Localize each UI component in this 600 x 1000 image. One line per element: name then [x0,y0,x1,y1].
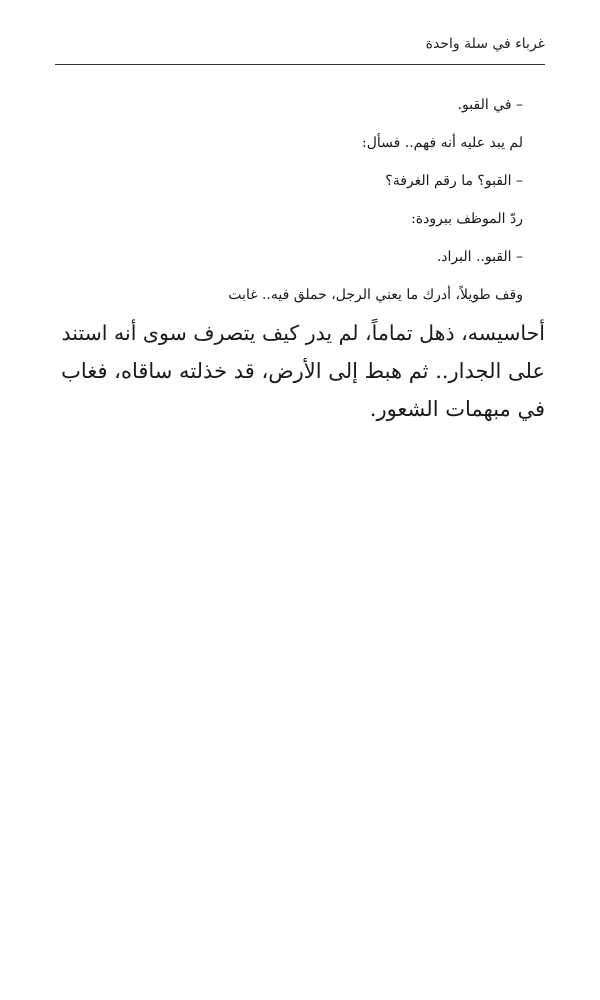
paragraph-line-1: وقف طويلاً، أدرك ما يعني الرجل، حملق فيه.. غابت [228,287,523,303]
running-header-title: غرباء في سلة واحدة [425,36,545,52]
header-divider [55,64,545,65]
closing-paragraph [55,276,545,428]
dialogue-line-1: – في القبو. [457,97,523,113]
page-body [55,86,545,428]
dialogue-line-2: – القبو؟ ما رقم الغرفة؟ [385,173,523,189]
paragraph-line-2: أحاسيسه، ذهل تماماً، لم يدر كيف يتصرف سوى أنه استند [61,321,545,345]
narration-line-2: ردّ الموظف ببرودة: [411,211,523,227]
narration-line-1: لم يبد عليه أنه فهم.. فسأل: [361,135,523,151]
dialogue-line-3: – القبو.. البراد. [436,249,523,265]
paragraph-line-3: على الجدار.. ثم هبط إلى الأرض، قد خذلته ساقاه، فغاب [61,359,545,383]
paragraph-line-4: في مبهمات الشعور. [369,397,545,421]
